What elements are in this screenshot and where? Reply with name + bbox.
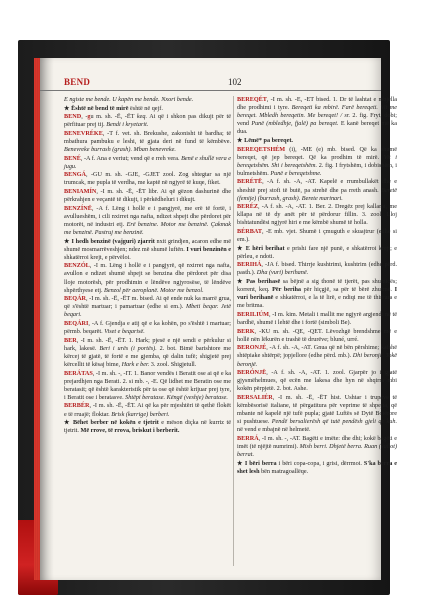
dictionary-entry [64, 370, 231, 402]
definition-text: u m. sh. -Ë, -ËT [90, 113, 137, 121]
left-column [64, 96, 231, 574]
dictionary-entry [237, 369, 397, 393]
phrase: Për beriha [272, 286, 302, 294]
dictionary-entry [237, 137, 397, 145]
headword: BERÉZ [237, 203, 258, 211]
headword: BERIHÁ [237, 261, 262, 269]
headword: BENZÓL [64, 262, 90, 270]
example: Benevreke burrash (grash). Mban benevreke. [64, 146, 176, 154]
dictionary-entry [237, 96, 397, 136]
example: Pendë bersalierësh që tutë pendësh gjeli që kuh. [271, 418, 397, 426]
phrase: ★ Pas berihasë [237, 278, 281, 286]
headword: BENEVRÉKE [64, 129, 103, 137]
headword: BERÓNJË [237, 369, 267, 377]
column-divider [233, 96, 234, 566]
definition-text: bën matragoallëqe. [259, 467, 309, 475]
dictionary-entry [237, 203, 397, 227]
example: Beri i urës (i portës). [99, 344, 157, 352]
definition-text: , -I m. kim. Metali i mallit me ngjyrë argjendi në të bardhë, shumë i lehtë dhe i fortë (simboli Be). [237, 310, 397, 327]
dictionary-entry [237, 228, 397, 244]
headword: BER [64, 336, 77, 344]
phrase: I vuri benzinën e [186, 245, 231, 253]
definition-text: , -JA f. bised. Thirrje kushtrimi, kushtrim (edhe përd. pasth.). [237, 261, 397, 277]
definition-text: , -I m. sh. -Ë, -ËT hist. Ushtar i trupave të këmbësorisë italiane, të përgatitura për veprime të shpejta, që mbante në kapelë një tufë pupla; gjatë Luftës së Dytë Botërore si pushtuese. [237, 393, 397, 426]
dictionary-entry [237, 245, 397, 261]
dictionary-entry [64, 155, 231, 171]
headword: BERONJÉ [237, 344, 267, 352]
definition-text: i bëri copa-copa, i grisi, dërrmoi. [276, 459, 364, 467]
dictionary-entry [237, 311, 397, 327]
phrase: I vuri berihanë [237, 286, 397, 302]
dictionary-entry [64, 402, 231, 418]
dictionary-entry [64, 130, 231, 154]
example: Shtëpi beratase. Këngë (veshje) beratase. [125, 393, 228, 401]
definition-text: , -A f. sh. -A, -AT. Gnua që në bën përshime; kafshë shtëpiake shtërpë; jopjellore (edhe përd. mb.). [237, 344, 397, 360]
headword: BERSALIÉR [237, 393, 273, 401]
headword: BÉRBAT [237, 228, 262, 235]
definition-text: është në qejf. [128, 104, 163, 112]
dictionary-entry [64, 295, 231, 319]
headword: BEQÁRI [64, 320, 89, 328]
headword: BERILIÚM [237, 310, 269, 318]
headword: BERÉTË [237, 178, 263, 186]
example: Punë e bereqetshme. [270, 169, 322, 177]
dictionary-entry [237, 460, 397, 476]
definition-text: 2. bot. Bimë barishtore me kërcej të gjatë, të fortë e me gjemba, që dalin tufë; shigjetë prej kërcellit të kësaj bime, [64, 344, 231, 368]
headword: BERBÉR [64, 402, 90, 410]
headword: BENÉ [64, 154, 81, 162]
dictionary-entry [64, 171, 231, 187]
dictionary-entry [237, 261, 397, 277]
example: Mbeti beqar. Jetë beqari. [64, 303, 232, 319]
headword: BERK [237, 327, 255, 335]
definition-text: , -KU m. sh. -QE, -QET. Lëvozhgë brendshme më e hollë nën lëkurën e trashë të drurëve; bluné, urré. [237, 327, 397, 343]
dictionary-entry [237, 146, 397, 178]
example: Dha (vuri) berihanë. [256, 269, 309, 277]
definition-text: , -T f. vet. sh. Brekushe, zakonisht të bardha; të mbathura pambuku e leshi, të gjata deri në fund të këmbëve. [64, 129, 231, 145]
definition-text: , -I m. sh. -Ë, -ËT libr. Ai që gëzon dashurinë dhe përkrahjen e veçantë të dikujt, i përkëdheluri i dikujt. [64, 188, 231, 204]
right-column [237, 96, 397, 574]
dictionary-entry [64, 113, 231, 129]
definition-text: , -I m. sh. -Ë, -ËT. 1. Hark; pjesë e një sendi e përkulur si hark, lakesë. [64, 336, 231, 352]
definition-text: , -GU m. sh. -GJE, -GJET zool. Zog shtegtar sa një trumcak, me pupla të verdha, me kaptë në ngjyrë të kuqe, fiket. [64, 171, 231, 187]
definition-text: , -I m. sh. -E, -ET bised. 1. Dr të lashtat e mbjella dhe prodhimi i tyre. [237, 96, 397, 112]
definition-text: , -I m. sh. -Ë, -ËT. Ai që ka për mjeshtëri të qethë flokët e të rruajë; floktar. [64, 402, 231, 418]
phrase: ★ I hedh benzinë (vajguri) zjarrit [64, 237, 155, 245]
definition-text: , -A f. Lëng i hollë e i pangjyrë, me erë të fortë, i avullueshëm, i cili nxirret nga nafta, ndizet shpejt dhe përdoret për motorët, në industri etj. [64, 204, 231, 228]
dictionary-entry [64, 96, 231, 104]
example: Benë e shullë vera e jugu. [64, 154, 231, 170]
headword: BENIAMÍN [64, 188, 97, 196]
dictionary-entry [237, 394, 397, 434]
headword: BERRÁ [237, 434, 259, 442]
example: Benzol për aeroplanë. Motor me benzol. [104, 286, 204, 294]
phrase: Më rrove, të rrova, briskut i berberit. [80, 427, 180, 435]
definition-text: , - [81, 113, 88, 121]
page-header [40, 74, 381, 91]
headword: BEREQÉT [237, 96, 267, 103]
definition-text: e shkatërroi, e la të lirë, e ndiqi me të thirrura e me britma. [237, 294, 397, 310]
example: Viset e beqarisë. [104, 328, 145, 336]
definition-text: në vend e mbajnë në helmetë. [237, 426, 311, 434]
phrase: ★ E hëri berihat [237, 244, 285, 252]
headword: BENGÁ [64, 171, 87, 179]
dictionary-entry [237, 435, 397, 459]
dictionary-entry [64, 205, 231, 237]
gutter-shadow [40, 58, 54, 580]
phrase: ★ Lëmë* pa bereqet. [237, 136, 293, 144]
phrase: S'ka berra e shet lesh [237, 459, 398, 475]
definition-text: 3. zool. Shigjetull. [149, 361, 197, 368]
dictionary-entry [64, 262, 231, 294]
definition-text: (i), -ME (e) mb. bised. Që ka shumë bereqet, që jep bereqet. Që ka prodhim të mirë. [237, 145, 397, 161]
example: Mish berri. Dhjetë berra. Ruan (kullot) berrat. [237, 442, 398, 459]
definition-text: 2. fig. I frytshëm, i dobishëm, i bulmetshëm. [237, 161, 397, 177]
headword: BEND [64, 113, 82, 121]
definition-text: shkatërroi krejt, e përvëloi. [64, 253, 131, 261]
dictionary-entry [237, 328, 397, 344]
dictionary-entry [64, 105, 231, 113]
phrase: ★ I bëri berra [237, 459, 277, 467]
example: Bendi i kryetarit. [106, 121, 149, 129]
headword: BENZÍNË [64, 204, 92, 212]
example: Dhi beronjë. Tokë beronjë. [237, 352, 397, 368]
definition-text: e prishi fare një punë, e shkatërroi krejt; e përleu, e ndoti. [237, 244, 397, 260]
definition-text: sa bëjnë a sig thonë të tjerët, pas shumicës; korrent, keq. [237, 278, 397, 294]
definition-text: , -E mb. vjet. Shumë i çmuguth e skuajtrur (edhe si em.). [237, 228, 397, 244]
headword: g [87, 113, 91, 121]
example: E ngiste me bende. U kapën me bende. Nxori bende. [64, 96, 194, 103]
definition-text: , -A f. Ana e veriut; vend që e rreh vera. [80, 154, 182, 162]
example: Brisk (karrige) berberi. [111, 410, 170, 418]
headword: BEREQETSHÉM [237, 145, 286, 153]
dictionary-entry [64, 337, 231, 369]
headword: BEQÁR [64, 295, 87, 303]
dictionary-page [40, 58, 398, 580]
dictionary-entry [237, 344, 397, 368]
definition-text: Ai që i shkon pas dikujt për të përfituar prej tij. [64, 113, 231, 129]
dictionary-entry [237, 178, 397, 202]
definition-text: , -I m. Lëng i hollë e i pangjyrë, që nxirret nga nafta, avullon e ndizet shumë shpejt se benzina dhe përdoret për disa lloje motorësh, për prodhimin e lëndëve ngjyrosëse, të lëndëve shpërthyese etj. [64, 262, 231, 294]
definition-text: , -I m. sh. -, -AT. Bagëti e imëte: dhe dhi; kokë bagëti e imët (të njëjtë numrimi). [237, 434, 397, 450]
example: keq. [136, 113, 148, 121]
example: Beretë (femije) (burrash, grash). Berete marinari. [237, 186, 397, 202]
definition-text: , -I m. sh. -Ë, -ËT m. bised. Ai që ende nuk ka marrë grua, që s'është martuar; i pamartuar (edhe si em.). [64, 295, 231, 311]
definition-text: e mëson diçka në kurriz të tjetrit. [64, 419, 231, 435]
phrase: ★ Bëhet berber në kokën e tjetrit [64, 419, 159, 427]
definition-text: E kanë bereqet më ka dua. [237, 120, 397, 136]
example: Erë benzine. Motor me benzinë. Çakmak me benzinë. Pastruj me benzinë. [64, 220, 231, 236]
definition-text: nxit grindjen, acaron edhe më shumë mosmarrëveshjen; ndez më shumë luftën. [64, 237, 231, 253]
header-guide-word: BEND [64, 77, 91, 87]
example: Vit i bereqetshëm. Shi i bereqetshëm. [237, 153, 397, 169]
page-number: 102 [228, 77, 242, 87]
phrase: ★ Është në bend të mirë [64, 104, 129, 112]
definition-text: 2. fig. Fryt, dobi; vend [237, 112, 397, 128]
example: Punë (mbledhje, fjalë) pa bereqet. [251, 120, 339, 128]
definition-text: , -A f. sh. -A, -AT. 1. Ber. 2. Dregëz prej kallami, me kllapa në të dy anët për të përdorur fillin. 3. zool. Lloj bishtatundësi ngjyrë hiri e me këmbë shumë të holla. [237, 203, 397, 227]
headword: BERÁTAS [64, 369, 93, 377]
definition-text: , -A f. sh. -A, -AT. 1. zool. Gjarpër jo i gjatë gjysmëhelmues, që ecën me lakesa dhe hyn në shqirra mbi kokën përpjetë. 2. bot. Ashe. [237, 369, 397, 393]
dictionary-entry [64, 320, 231, 336]
definition-text: , -A f. Gjendja e atij që e ka kohën, po s'është i martuar; përmb. beqarët. [64, 320, 231, 336]
dictionary-entry [64, 419, 231, 435]
definition-text: , -A f. sh. -A, -AT. Kapelë e rrumbullakët dhe e sheshtë prej stofi të butë, pa strehë dhe pa rreth anash. [237, 178, 397, 194]
example: Hark e ber. [121, 361, 150, 368]
example: Bereqeti ka mbirë. Farë bereqeti. Vit me bereqet. Mbledh bereqetin. Me bereqet! / sr. [237, 104, 398, 120]
definition-text: për hiçgjë, sa për të bërë zhurmë. [301, 286, 395, 294]
definition-text: , -I m. sh. -, -IT. 1. Banor vendës i Beratit ose ai që e ka prejardhjen nga Berati. 2. si mb. -, -E. Që lidhet me Beratin ose me beratasit; që është karakteristik për ta ose që është krijuar prej tyre, i Beratit ose i beratasve. [64, 369, 231, 401]
dictionary-entry [64, 238, 231, 262]
dictionary-entry [237, 278, 397, 310]
dictionary-entry [64, 188, 231, 204]
